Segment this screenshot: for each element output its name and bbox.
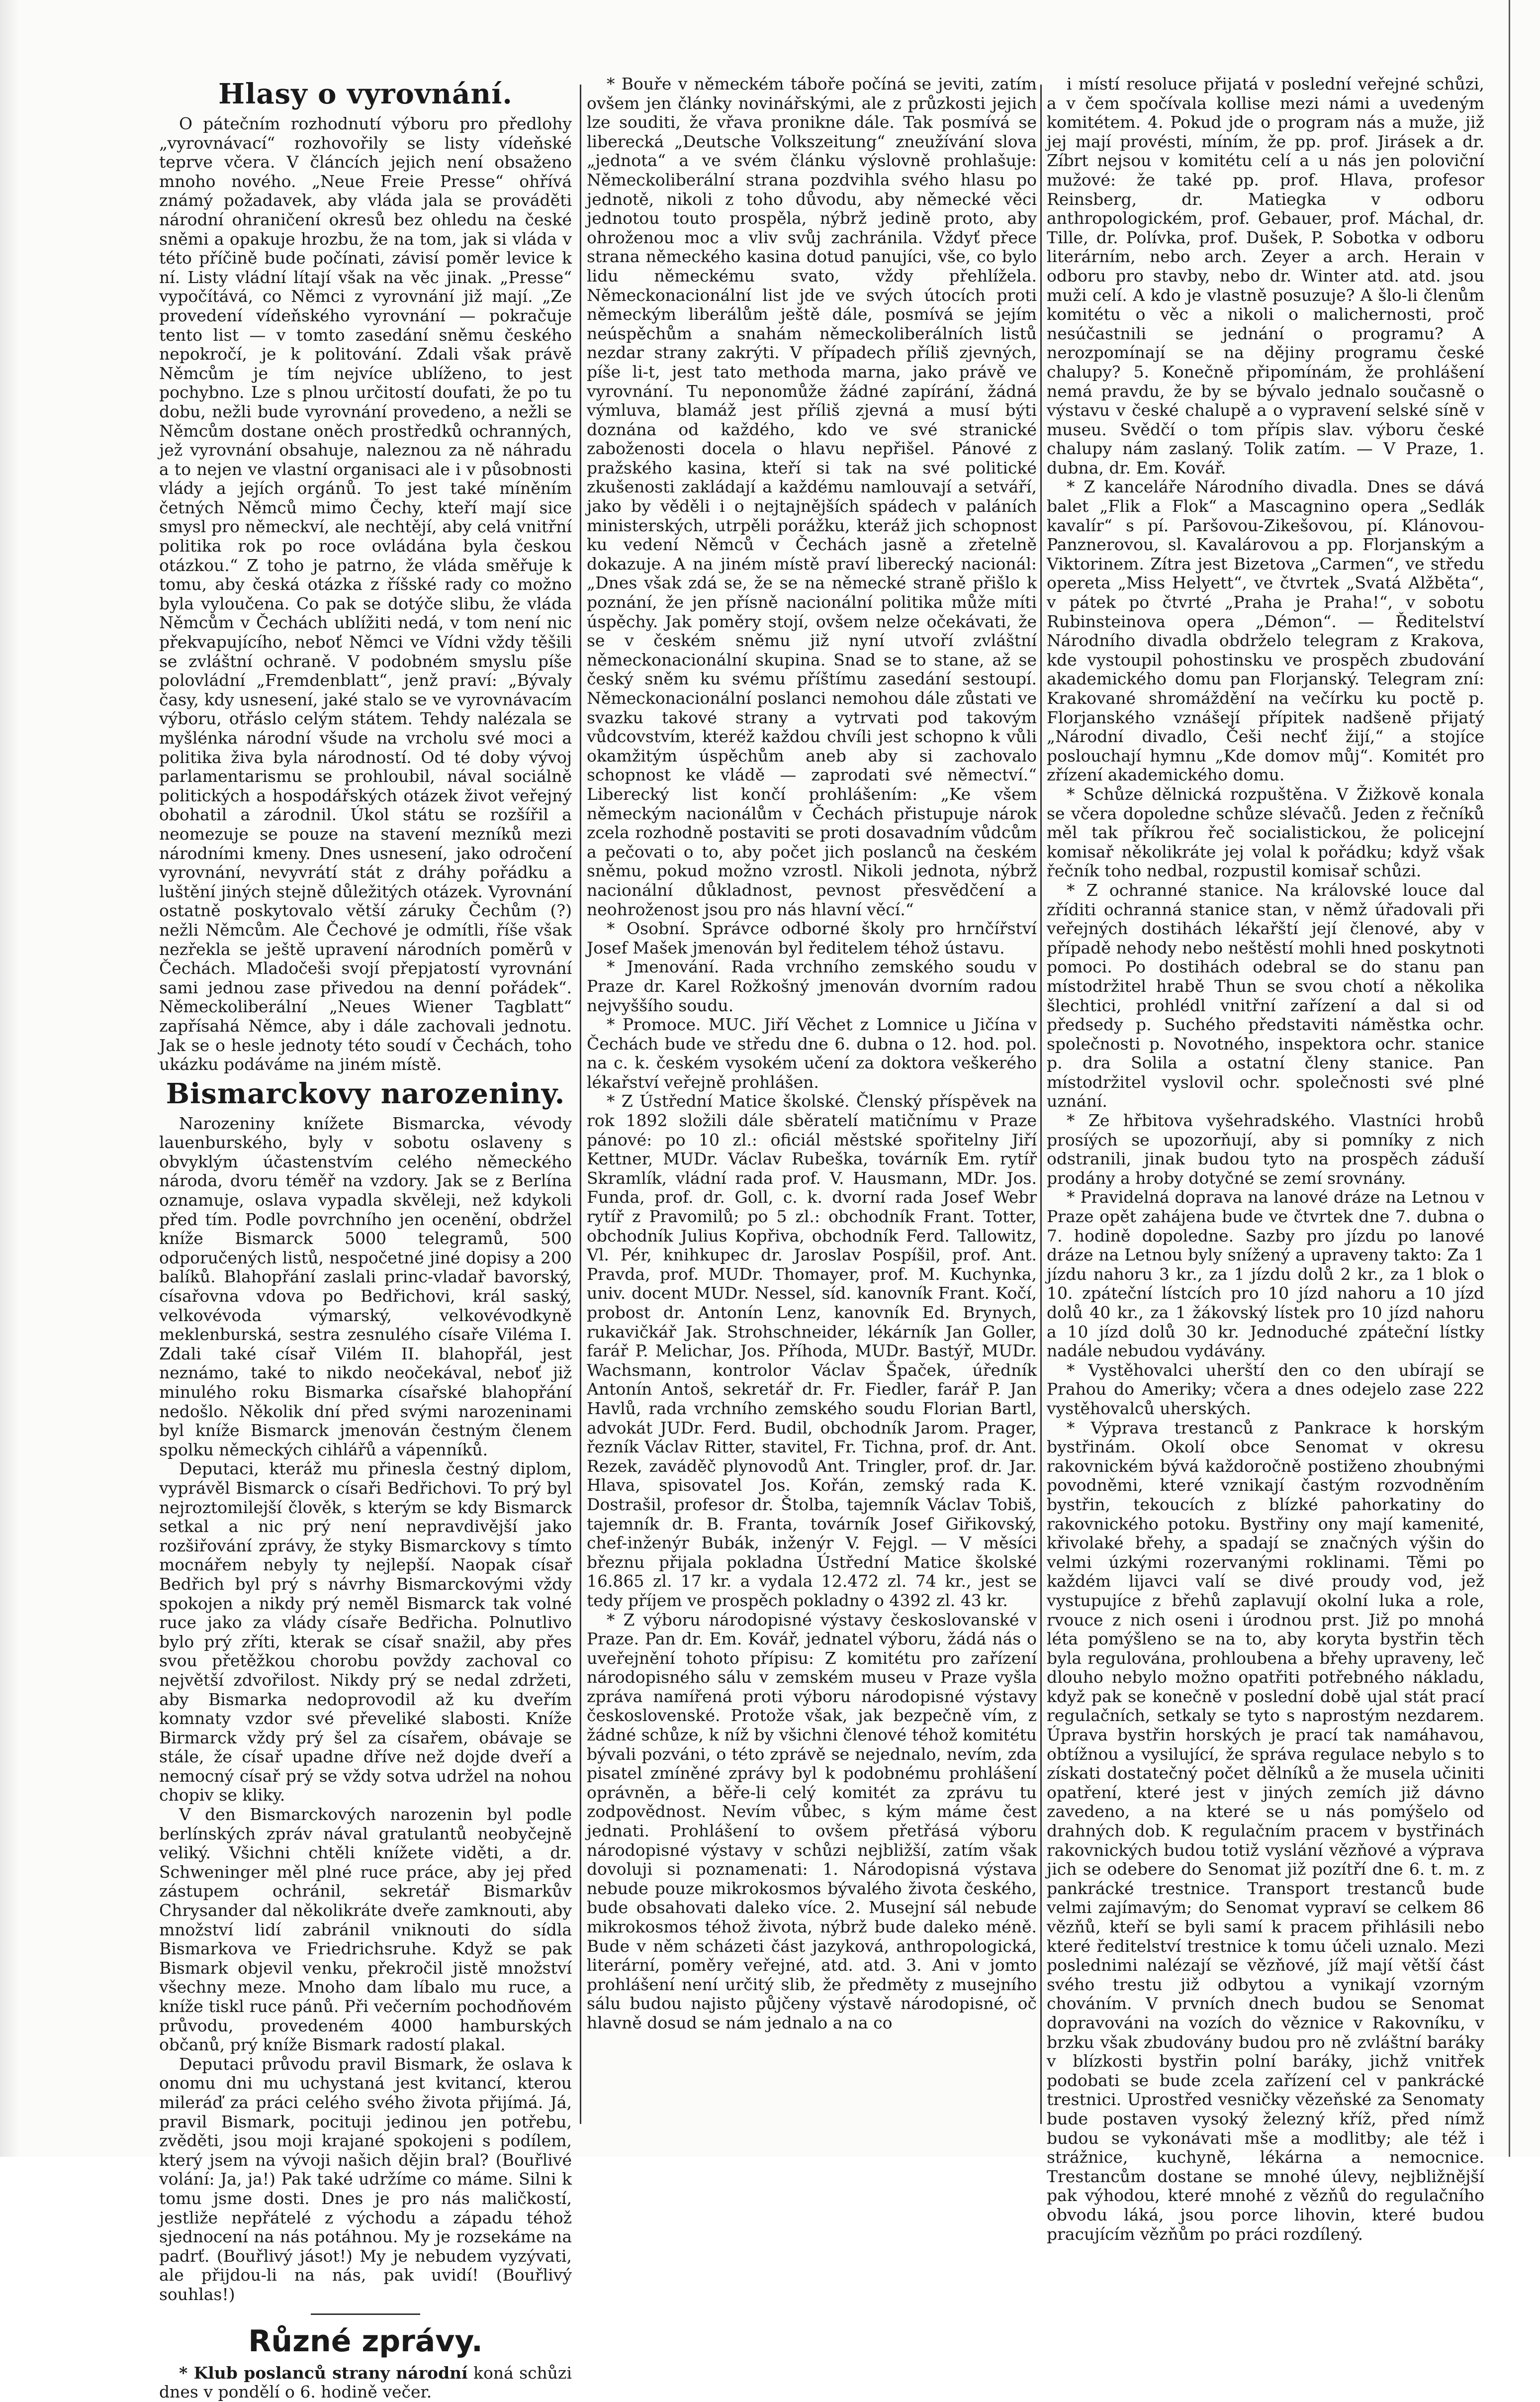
news-item: * Schůze dělnická rozpuštěna. V Žižkově konala se včera dopoledne schůze slévačů. Jeden z řečníků měl tak příkrou řeč socialistickou, že policejní komisař několikráte jej volal k pořádku; když však řečník toho nedbal, rozpustil komisař schůzi. [1047,784,1484,881]
news-item: * Jmenování. Rada vrchního zemského soudu v Praze dr. Karel Rožkošný jmenován dvorním radou nejvyššího soudu. [587,957,1037,1015]
article-paragraph: Narozeniny knížete Bismarcka, vévody lauenburského, byly v sobotu oslaveny s obvyklým účastenstvím celého německého národa, dvoru téměř na vzdory. Jak se z Berlína oznamuje, oslava vypadla skvěleji, než kdykoli před tím. Podle povrchního jen ocenění, obdržel kníže Bismarck 5000 telegramů, 500 odporučených listů, nespočetné jiné dopisy a 200 balíků. Blahopřání zaslali princ-vladař bavorský, císařovna vdova po Bedřichovi, král saský, velkovévoda výmarský, velkovévodkyně meklenburská, sestra zesnulého císaře Viléma I. Zdali také císař Vilém II. blahopřál, jest neznámo, také to nikdo neočekával, neboť již minulého roku Bismarka císařské blahopřání nedošlo. Několik dní před svými narozeninami byl kníže Bismarck jmenován čestným členem spolku německých cihlářů a vápenníků. [159,1113,572,1459]
article-paragraph: Deputaci průvodu pravil Bismark, že oslava k onomu dni mu uchystaná jest kvitancí, kterou mileráď za práci celého svého života přijímá. Já, pravil Bismark, pocituji jedinou jen potřebu, zvěděti, jsou moji krajané spokojeni s podílem, který jsem na vývoji našich dějin bral? (Bouřlivé volání: Ja, ja!) Pak také udržíme co máme. Silni k tomu jsme dosti. Dnes je pro nás maličkostí, jestliže nepřátelé z východu a západu téhož sjednocení na nás potáhnou. My je rozsekáme na padrť. (Bouřlivý jásot!) My je nebudem vyzývati, ale přijdou-li na nás, pak uvidí! (Bouřlivý souhlas!) [159,2054,572,2304]
news-item-title: * Klub poslanců strany národní [179,2363,468,2383]
news-item: * Z ochranné stanice. Na královské louce dal zříditi ochranná stanice stan, v němž úřadovali při veřejných dostihách lékařští její členové, aby v případě nehody nebo neštěstí mohli hned poskytnoti pomoci. Po dostihách odebral se do stanu pan místodržitel hrabě Thun se svou chotí a několika šlechtici, prohlédl vnitřní zařízení a dal si od předsedy p. Suchého představiti náměstka ochr. společnosti p. Novotného, inspektora ochr. stanice p. dra Solila a ostatní členy stanice. Pan místodržitel vyslovil ochr. společnosti své plné uznání. [1047,880,1484,1111]
article-paragraph: O pátečním rozhodnutí výboru pro předlohy „vyrovnávací“ rozhovořily se listy vídeňské teprve včera. V článcích jejich není obsaženo mnoho nového. „Neue Freie Presse“ ohřívá známý požadavek, aby vláda jala se prováděti národní ohraničení okresů bez ohledu na české sněmi a opakuje hrozbu, že na tom, jak si vláda v této příčině bude počínati, závisí poměr levice k ní. Listy vládní lítají však na věc jinak. „Presse“ vypočítává, co Němci z vyrovnání již mají. „Ze provedení vídeňského vyrovnání — pokračuje tento list — v tomto zasedání sněmu českého nepokročí, je k politování. Zdali však právě Němcům je tím nejvíce ublíženo, to jest pochybno. Lze s plnou určitostí doufati, že po tu dobu, nežli bude vyrovnání provedeno, a nežli se Němcům dostane oněch prostředků ochranných, jež vyrovnání obsahuje, naleznou za ně náhradu a to nejen ve vlastní organisaci ale i v působnosti vlády a jejích orgánů. To jest také míněním četných Němců mimo Čechy, kteří mají sice smysl pro německví, ale nechtějí, aby celá vnitřní politika rok po roce ovládána byla českou otázkou.“ Z toho je patrno, že vláda směřuje k tomu, aby česká otázka z říšské rady co možno byla vyloučena. Co pak se dotýče slibu, že vláda Němcům v Čechách ublížiti nedá, v tom není nic překvapujícího, neboť Němci ve Vídni vždy těšili se zvláštní ochraně. V podobném smyslu píše polovládní „Fremdenblatt“, jenž praví: „Bývaly časy, kdy usnesení, jaké stalo se ve vyrovnávacím výboru, otřáslo celým státem. Tehdy nalézala se myšlénka národní všude na vrcholu své moci a politika živa byla národností. Od té doby vývoj parlamentarismu se prohloubil, nával sociálně politických a hospodářských otázek život veřejný obohatil a zárodnil. Úkol státu se rozšířil a neomezuje se pouze na stavení mezníků mezi národními kmeny. Dnes usnesení, jako odročení vyrovnání, nevyvrátí stát z dráhy pořádku a luštění jiných stejně důležitých otázek. Vyrovnání ostatně poskytovalo větší záruky Čechům (?) nežli Němcům. Ale Čechové je odmítli, říše však nezřekla se ještě upravení národních poměrů v Čechách. Mladočeši svojí přepjatostí vyrovnání sami jednou zase přivedou na denní pořádek“. Německoliberální „Neues Wiener Tagblatt“ zapřísahá Němce, aby i dále zachovali jednotu. Jak se o hesle jednoty této soudí v Čechách, toho ukázku podáváme na jiném místě. [159,114,572,1074]
news-item-text: koná schůzi dnes v pondělí o 6. hodině večer. [159,2363,572,2402]
section-separator [311,2313,420,2315]
news-item: * Výprava trestanců z Pankrace k horským bystřinám. Okolí obce Senomat v okresu rakovnickém bývá každoročně postiženo zhoubnými povodněmi, které vznikají častým rozvodněním bystřin, tekoucích z blízké pahorkatiny do rakovnického potoku. Bystřiny ony mají kamenité, křivolaké břehy, a spadají se značných výšin do velmi úzkými rozervanými roklinami. Těmi po každém lijavci valí se divé proudy vod, jež vystupujíce z břehů zaplavují okolní luka a role, rvouce z nich oseni i úrodnou prst. Již po mnohá léta pomýšleno se na to, aby koryta bystřin těch byla regulována, prohloubena a břehy upraveny, leč dlouho nebylo možno opatřiti potřebného nákladu, když pak se konečně v poslední době ujal stát prací regulačních, setkaly se tyto s naprostým nezdarem. Úprava bystřin horských je prací tak namáhavou, obtížnou a vysilující, že správa regulace nebylo s to získati dostatečný počet dělníků a že musela učiniti opatření, které jest v jiných zemích již dávno zavedeno, a na které se u nás pomýšelo od drahných dob. K regulačním pracem v bystřinách rakovnických budou totiž vyslání vězňové a výprava jich se odebere do Senomat již pozítří dne 6. t. m. z pankrácké trestnice. Transport trestanců bude velmi zajímavým; do Senomat vypraví se celkem 86 vězňů, kteří se byli samí k pracem přihlásili nebo které ředitelství trestnice k tomu účeli uznalo. Mezi poslednimi nalézají se vězňové, jíž mají větší část svého trestu již odbytou a vynikají vzorným chováním. V prvních dnech budou se Senomat dopravováni na vozích do věznice v Rakovníku, v brzku však zbudovány budou pro ně zvláštní baráky v blízkosti bystřin polní baráky, jichž vnitřek podobati se bude zcela zařízení cel v pankrácké trestnici. Uprostřed vesničky vězeňské za Senomaty bude postaven vysoký železný kříž, před nímž budou se vykonávati mše a modlitby; ale též i strážnice, kuchyně, lékárna a nemocnice. Trestancům dostane se mnohé úlevy, nejbližnější pak výhodou, které mnohé z vězňů do regulačního obvodu láká, jsou porce lihovin, které budou pracujícím vězňům po práci rozdílený. [1047,1418,1484,2244]
column-rule-1 [580,85,581,2124]
news-item: * Ze hřbitova vyšehradského. Vlastníci hrobů prosíých se upozorňují, aby si pomníky z nich odstranili, jinak budou tyto na prospěch záduší prodány a hroby dotyčné se zemí srovnány. [1047,1111,1484,1188]
news-item: * Z Ústřední Matice školské. Členský příspěvek na rok 1892 složili dále sběratelí matičnímu v Praze pánové: po 10 zl.: oficiál městské spořitelny Jiří Kettner, MUDr. Václav Rubeška, továrník Em. rytíř Skramlík, vládní rada prof. V. Hausmann, MDr. Jos. Funda, prof. dr. Goll, c. k. dvorní rada Josef Webr rytíř z Pravomilů; po 5 zl.: obchodník Frant. Totter, obchodník Julius Kopřiva, obchodník Ferd. Tallowitz, Vl. Pér, knihkupec dr. Jaroslav Pospíšil, prof. Ant. Pravda, prof. MUDr. Thomayer, prof. M. Kuchynka, univ. docent MUDr. Nessel, síd. kanovník Frant. Kočí, probost dr. Antonín Lenz, kanovník Ed. Brynych, rukavičkář Jak. Strohschneider, lékárník Jan Goller, farář P. Melichar, Jos. Příhoda, MUDr. Bastýř, MUDr. Wachsmann, kontrolor Václav Špaček, úředník Antonín Antoš, sekretář dr. Fr. Fiedler, farář P. Jan Havlů, rada vrchního zemského soudu Florian Bartl, advokát JUDr. Ferd. Budil, obchodník Jarom. Prager, řezník Václav Ritter, stavitel, Fr. Tichna, prof. dr. Ant. Rezek, zaváděč plynovodů Ant. Tringler, prof. dr. Jar. Hlava, spisovatel Jos. Kořán, zemský rada K. Dostrašil, profesor dr. Štolba, tajemník Václav Tobiš, tajemník dr. B. Franta, továrník Josef Giřikovský, chef-inženýr Bubák, inženýr V. Fejgl. — V měsíci březnu přijala pokladna Ústřední Matice školské 16.865 zl. 17 kr. a vydala 12.472 zl. 74 kr., jest se tedy příjem ve prospěch pokladny o 4392 zl. 43 kr. [587,1091,1037,1610]
article-paragraph: Deputaci, kteráž mu přinesla čestný diplom, vyprávěl Bismarck o císaři Bedřichovi. To prý byl nejroztomilejší člověk, s kterým se kdy Bismarck setkal a nic prý není nepravdivější jako rozšiřování zprávy, že styky Bismarckovy s tímto mocnářem nebyly ty nejlepší. Naopak císař Bedřich byl prý s návrhy Bismarckovými vždy spokojen a nikdy prý neměl Bismarck tak volné ruce jako za vlády císaře Bedřicha. Polnutlivo bylo prý zříti, kterak se císař snažil, aby přes svou přetěžkou chorobu povždy zachoval co největší zdvořilost. Nikdy prý se nedal zdržeti, aby Bismarka nedoprovodil až ku dveřím komnaty vzdor své převeliké slabosti. Kníže Birmarck vždy prý šel za císařem, obávaje se stále, že císař upadne dříve než dojde dveří a nemocný císař prý se vždy sotva udržel na nohou chopiv se kliky. [159,1459,572,1805]
news-item: * Bouře v německém táboře počíná se jeviti, zatím ovšem jen články novinářskými, ale z průzkosti jejich lze souditi, že vřava pronikne dále. Tak posmívá se liberecká „Deutsche Volkszeitung“ zneužívání slova „jednota“ a ve svém článku výslovně prohlašuje: Německoliberální strana pozdvihla svého hlasu po jednotě, nikoli z toho důvodu, aby německé věci jednotou touto prospěla, nýbrž jedině proto, aby ohroženou moc a vliv svůj zachránila. Vždyť přece strana německého kasina dotud panujíci, vše, co bylo lidu německému svato, vždy přehlížela. Německonacionální list jde ve svých útocích proti německým liberálům ještě dále, posmívá se jejím neúspěchům a snahám německoliberálních listů nezdar strany zakrýti. V případech příliš zjevných, píše li-t, jest tato methoda marna, jako právě ve vyrovnání. Tu neponomůže žádné zapírání, žádná výmluva, blamáž jest příliš zjevná a musí býti doznána od každého, kdo ve své stranické zaboženosti docela o hlavu nepřišel. Pánové z pražského kasina, kteří si tak na své politické zkušenosti zakládají a každému namlouvají a setváří, jako by věděli i o nejtajnějších spádech v paláních ministerských, utrpěli porážku, kteráž jich schopnost ku vedení Němců v Čechách jasně a zřetelně dokazuje. A na jiném místě praví liberecký nacionál: „Dnes však zdá se, že se na německé straně přišlo k poznání, že jen přísně nacionální politika může míti úspěchy. Jak poměry stojí, ovšem nelze očekávati, že se v českém sněmu již nyní utvoří zvláštní německonacionální skupina. Snad se to stane, až se český sněm ku svému příštímu zasedání sestoupí. Německonacionální poslanci nemohou dále zůstati ve svazku takové strany a vytrvati pod takovým vůdcovstvím, kteréž každou chvíli jest schopno k vůli okamžitým úspěchům aneb aby si zachovalo schopnost ke vládě — zaprodati své němectví.“ Liberecký list končí prohlášením: „Ke všem německým nacionálům v Čechách přistupuje nárok zcela rozhodně postaviti se proti dosavadním vůdcům a pečovati o to, aby počet jich poslanců na českém sněmu, pokud možno vzrostl. Nikoli jednota, nýbrž nacionální důkladnost, pevnost přesvědčení a neohroženost jsou pro nás hlavní věcí.“ [587,74,1037,919]
news-item: i místí resoluce přijatá v poslední veřejné schůzi, a v čem spočívala kollise mezi námi a uvedeným komitétem. 4. Pokud jde o program nás a muže, již jej mají provésti, míním, že pp. prof. Jirásek a dr. Zíbrt nejsou v komitétu celí a u nás jen poloviční mužové: že také pp. prof. Hlava, profesor Reinsberg, dr. Matiegka v odboru anthropologickém, prof. Gebauer, prof. Máchal, dr. Tille, dr. Polívka, prof. Dušek, P. Sobotka v odboru literárním, nebo arch. Zeyer a arch. Herain v odboru pro stavby, nebo dr. Winter atd. atd. jsou muži celí. A kdo je vlastně posuzuje? A šlo-li členům komitétu o věc a nikoli o malichernosti, proč nesúčastnili se jednání o programu? A nerozpomínají se na dějiny programu české chalupy? 5. Konečně připomínám, že prohlášení nemá pravdu, že by se bývalo jednalo současně o výstavu v české chalupě a o vypravení selské síně v museu. Svědčí o tom přípis slav. výboru české chalupy nám zaslaný. Tolik zatím. — V Praze, 1. dubna, dr. Em. Kovář. [1047,74,1484,478]
news-item: * Pravidelná doprava na lanové dráze na Letnou v Praze opět zahájena bude ve čtvrtek dne 7. dubna o 7. hodině dopoledne. Sazby pro jízdu po lanové dráze na Letnou byly snížený a upraveny takto: Za 1 jízdu nahoru 3 kr., za 1 jízdu dolů 2 kr., za 1 blok o 10. zpáteční lístcích pro 10 jízd nahoru a 10 jízd dolů 40 kr., za 1 žákovský lístek pro 10 jízd nahoru a 10 jízd dolů 30 kr. Jednoduché zpáteční lístky nadále nebudou vydávány. [1047,1187,1484,1361]
column-1 [159,75,572,2402]
news-item: * Promoce. MUC. Jiří Věchet z Lomnice u Jičína v Čechách bude ve středu dne 6. dubna o 12. hod. pol. na c. k. českém vysokém učení za doktora veškerého lékařství veřejně prohlášen. [587,1015,1037,1092]
news-item: * Z kanceláře Národního divadla. Dnes se dává balet „Flik a Flok“ a Mascagnino opera „Sedlák kavalír“ s pí. Paršovou-Zikešovou, pí. Klánovou-Panznerovou, sl. Kavalárovou a pp. Florjanským a Viktorinem. Zítra jest Bizetova „Carmen“, ve středu opereta „Miss Helyett“, ve čtvrtek „Svatá Alžběta“, v pátek po čtvrté „Praha je Praha!“, v sobotu Rubinsteinova opera „Démon“. — Ředitelství Národního divadla obdrželo telegram z Krakova, kde vystoupil pohostinsku ve prospěch zbudování akademického domu pan Florjanský. Telegram zní: Krakované shromáždění na večírku ku poctě p. Florjanského vznášejí přípitek nadšeně přijatý „Národní divadlo, Češi nechť žijí,“ a stojíce poslouchají hymnu „Kde domov můj“. Komitét pro zřízení akademického domu. [1047,477,1484,785]
column-2 [587,75,1037,2119]
news-item: * Z výboru národopisné výstavy českoslovanské v Praze. Pan dr. Em. Kovář, jednatel výboru, žádá nás o uveřejnění tohoto přípisu: Z komitétu pro zařízení národopisného sálu v zemském museu v Praze vyšla zpráva namířená proti výboru národopisné výstavy československé. Protože však, jak bezpečně vím, z žádné schůze, k níž by všichni členové téhož komitétu bývali pozváni, o této zprávě se nejednalo, nevím, zda pisatel zmíněné zprávy byl k podobnému prohlášení oprávněn, a běře-li celý komitét za zprávu tu zodpovědnost. Nevím vůbec, s kým máme čest jednati. Prohlášení to ovšem přetřásá výboru národopisné výstavy v schůzi nejbližší, zatím však dovoluji si poznamenati: 1. Národopisná výstava nebude pouze mikrokosmos bývalého života českého, bude obsahovati daleko více. 2. Musejní sál nebude mikrokosmos téhož života, nýbrž bude daleko méně. Bude v něm scházeti část jazyková, anthropologická, literární, poměry veřejné, atd. atd. 3. Ani v jomto prohlášení není určitý slib, že předměty z musejního sálu budou najisto půjčeny výstavě národopisné, oč hlavně dosud se nám jednalo a na co [587,1610,1037,2032]
section-title-bismarck: Bismarckovy narozeniny. [166,1077,565,1110]
column-3 [1047,74,1484,2244]
section-title-vyrovnani: Hlasy o vyrovnání. [218,78,513,110]
news-item: * Vystěhovalci uherští den co den ubírají se Prahou do Ameriky; včera a dnes odejelo zase 222 vystěhovalců uherských. [1047,1360,1484,1418]
column-rule-2 [1040,85,1042,2124]
news-item: * Osobní. Správce odborné školy pro hrnčířství Josef Mašek jmenován byl ředitelem téhož ústavu. [587,919,1037,958]
article-paragraph: V den Bismarckových narozenin byl podle berlínských zpráv nával gratulantů neobyčejně veliký. Všichni chtěli knížete viděti, a dr. Schweninger měl plné ruce práce, aby jej před zástupem ochránil, sekretář Bismarkův Chrysander dal několikráte dveře zamknouti, aby množství lidí zabránil vniknouti do sídla Bismarkova ve Friedrichsruhe. Když se pak Bismark objevil venku, překročil jistě množství všechny meze. Mnoho dam líbalo mu ruce, a kníže tiskl ruce pánů. Při večerním pochodňovém průvodu, provedeném 4000 hamburských občanů, prý kníže Bismark radostí plakal. [159,1805,572,2055]
left-margin-shadow [0,0,20,2157]
news-item [159,2364,572,2402]
section-title-ruzne-zpravy: Různé zprávy. [248,2323,483,2359]
right-edge-border [1509,0,1540,2157]
